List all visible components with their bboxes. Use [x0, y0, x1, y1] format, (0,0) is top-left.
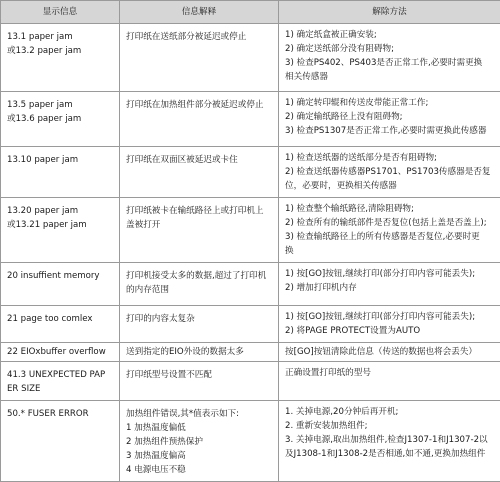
- cell-text-line: 3 加热温度偏高: [126, 449, 272, 463]
- explanation-cell: [120, 263, 279, 306]
- cell-text-line: 按[GO]按钮清除此信息（传送的数据也将会丢失）: [285, 345, 494, 359]
- display-info-cell: [1, 198, 120, 263]
- explanation-cell: [120, 401, 279, 482]
- cell-text-line: 4 电源电压不稳: [126, 463, 272, 477]
- table-row: [1, 401, 500, 482]
- cell-text-line: 20 insuffient memory: [7, 269, 113, 283]
- table-row: [1, 24, 500, 92]
- cell-text-line: 换: [285, 244, 494, 258]
- cell-text-line: 21 page too comlex: [7, 312, 113, 326]
- solution-cell: [279, 362, 500, 401]
- cell-text-line: 3) 检查PS402、PS403是否正常工作,必要时需更换: [285, 56, 494, 70]
- cell-text-line: 13.1 paper jam: [7, 30, 113, 44]
- explanation-cell: [120, 362, 279, 401]
- cell-text-line: ER SIZE: [7, 382, 113, 396]
- display-info-cell: [1, 24, 120, 92]
- table-row: [1, 92, 500, 147]
- solution-cell: [279, 24, 500, 92]
- cell-text-line: 送到指定的EIO外设的数据太多: [126, 345, 272, 359]
- solution-cell: [279, 147, 500, 198]
- solution-cell: [279, 306, 500, 343]
- explanation-cell: [120, 198, 279, 263]
- display-info-cell: [1, 343, 120, 362]
- explanation-cell: [120, 343, 279, 362]
- cell-text-line: 打印机接受太多的数据,超过了打印机: [126, 269, 272, 283]
- solution-cell: [279, 263, 500, 306]
- display-info-cell: [1, 92, 120, 147]
- cell-text-line: 1) 确定纸盒被正确安装;: [285, 28, 494, 42]
- cell-text-line: 打印的内容太复杂: [126, 312, 272, 326]
- cell-text-line: 1) 按[GO]按钮,继续打印(部分打印内容可能丢失);: [285, 310, 494, 324]
- cell-text-line: 2) 检查送纸器传感器PS1701、PS1703传感器是否复: [285, 165, 494, 179]
- cell-text-line: 1) 按[GO]按钮,继续打印(部分打印内容可能丢失);: [285, 267, 494, 281]
- cell-text-line: 2) 确定送纸部分没有阻碍物;: [285, 42, 494, 56]
- explanation-cell: [120, 92, 279, 147]
- cell-text-line: 2 加热组件预热保护: [126, 435, 272, 449]
- cell-text-line: 2) 增加打印机内存: [285, 281, 494, 295]
- solution-cell: [279, 92, 500, 147]
- cell-text-line: 3) 检查输纸路径上的所有传感器是否复位,必要时更: [285, 230, 494, 244]
- cell-text-line: 1) 检查送纸器的送纸部分是否有阻碍物;: [285, 151, 494, 165]
- cell-text-line: 13.20 paper jam: [7, 204, 113, 218]
- cell-text-line: 打印纸型号设置不匹配: [126, 368, 272, 382]
- cell-text-line: 的内存范围: [126, 283, 272, 297]
- cell-text-line: 打印纸在加热组件部分被延迟或停止: [126, 98, 272, 112]
- table-row: [1, 198, 500, 263]
- cell-text-line: 打印纸在送纸部分被延迟或停止: [126, 30, 272, 44]
- cell-text-line: 2) 确定输纸路径上没有阻碍物;: [285, 110, 494, 124]
- cell-text-line: 22 EIOxbuffer overflow: [7, 345, 113, 359]
- cell-text-line: 及J1308-1和J1308-2是否相通,如不通,更换加热组件: [285, 447, 494, 461]
- display-info-cell: [1, 401, 120, 482]
- solution-cell: [279, 401, 500, 482]
- cell-text-line: 打印纸在双面区被延迟或卡住: [126, 153, 272, 167]
- cell-text-line: 2) 检查所有的输纸部件是否复位(包括上盖是否盖上);: [285, 216, 494, 230]
- cell-text-line: 或13.2 paper jam: [7, 44, 113, 58]
- cell-text-line: 1) 确定转印辊和传送皮带能正常工作;: [285, 96, 494, 110]
- cell-text-line: 13.10 paper jam: [7, 153, 113, 167]
- table-row: [1, 147, 500, 198]
- table-row: [1, 263, 500, 306]
- cell-text-line: 1 加热温度偏低: [126, 421, 272, 435]
- display-info-cell: [1, 147, 120, 198]
- explanation-cell: [120, 147, 279, 198]
- cell-text-line: 1. 关掉电源,20分钟后再开机;: [285, 405, 494, 419]
- header-display-info: 显示信息: [1, 1, 120, 24]
- cell-text-line: 相关传感器: [285, 70, 494, 84]
- cell-text-line: 2) 将PAGE PROTECT设置为AUTO: [285, 324, 494, 338]
- cell-text-line: 3) 检查PS1307是否正常工作,必要时需更换此传感器: [285, 124, 494, 138]
- header-explanation: 信息解释: [120, 1, 279, 24]
- cell-text-line: 位，必要时，更换相关传感器: [285, 179, 494, 193]
- cell-text-line: 或13.21 paper jam: [7, 218, 113, 232]
- cell-text-line: 50.* FUSER ERROR: [7, 407, 113, 421]
- cell-text-line: 13.5 paper jam: [7, 98, 113, 112]
- cell-text-line: 盖被打开: [126, 218, 272, 232]
- cell-text-line: 加热组件错误,其*值表示如下:: [126, 407, 272, 421]
- display-info-cell: [1, 306, 120, 343]
- table-header-row: [1, 1, 500, 24]
- solution-cell: [279, 198, 500, 263]
- table-row: [1, 343, 500, 362]
- solution-cell: [279, 343, 500, 362]
- header-solution: 解除方法: [279, 1, 500, 24]
- cell-text-line: 打印纸被卡在输纸路径上或打印机上: [126, 204, 272, 218]
- cell-text-line: 或13.6 paper jam: [7, 112, 113, 126]
- display-info-cell: [1, 362, 120, 401]
- display-info-cell: [1, 263, 120, 306]
- cell-text-line: 1) 检查整个输纸路径,清除阻碍物;: [285, 202, 494, 216]
- explanation-cell: [120, 306, 279, 343]
- cell-text-line: 3. 关掉电源,取出加热组件,检查J1307-1和J1307-2以: [285, 433, 494, 447]
- table-row: [1, 362, 500, 401]
- table-row: [1, 306, 500, 343]
- cell-text-line: 41.3 UNEXPECTED PAP: [7, 368, 113, 382]
- explanation-cell: [120, 24, 279, 92]
- cell-text-line: 正确设置打印纸的型号: [285, 366, 494, 380]
- cell-text-line: 2. 重新安装加热组件;: [285, 419, 494, 433]
